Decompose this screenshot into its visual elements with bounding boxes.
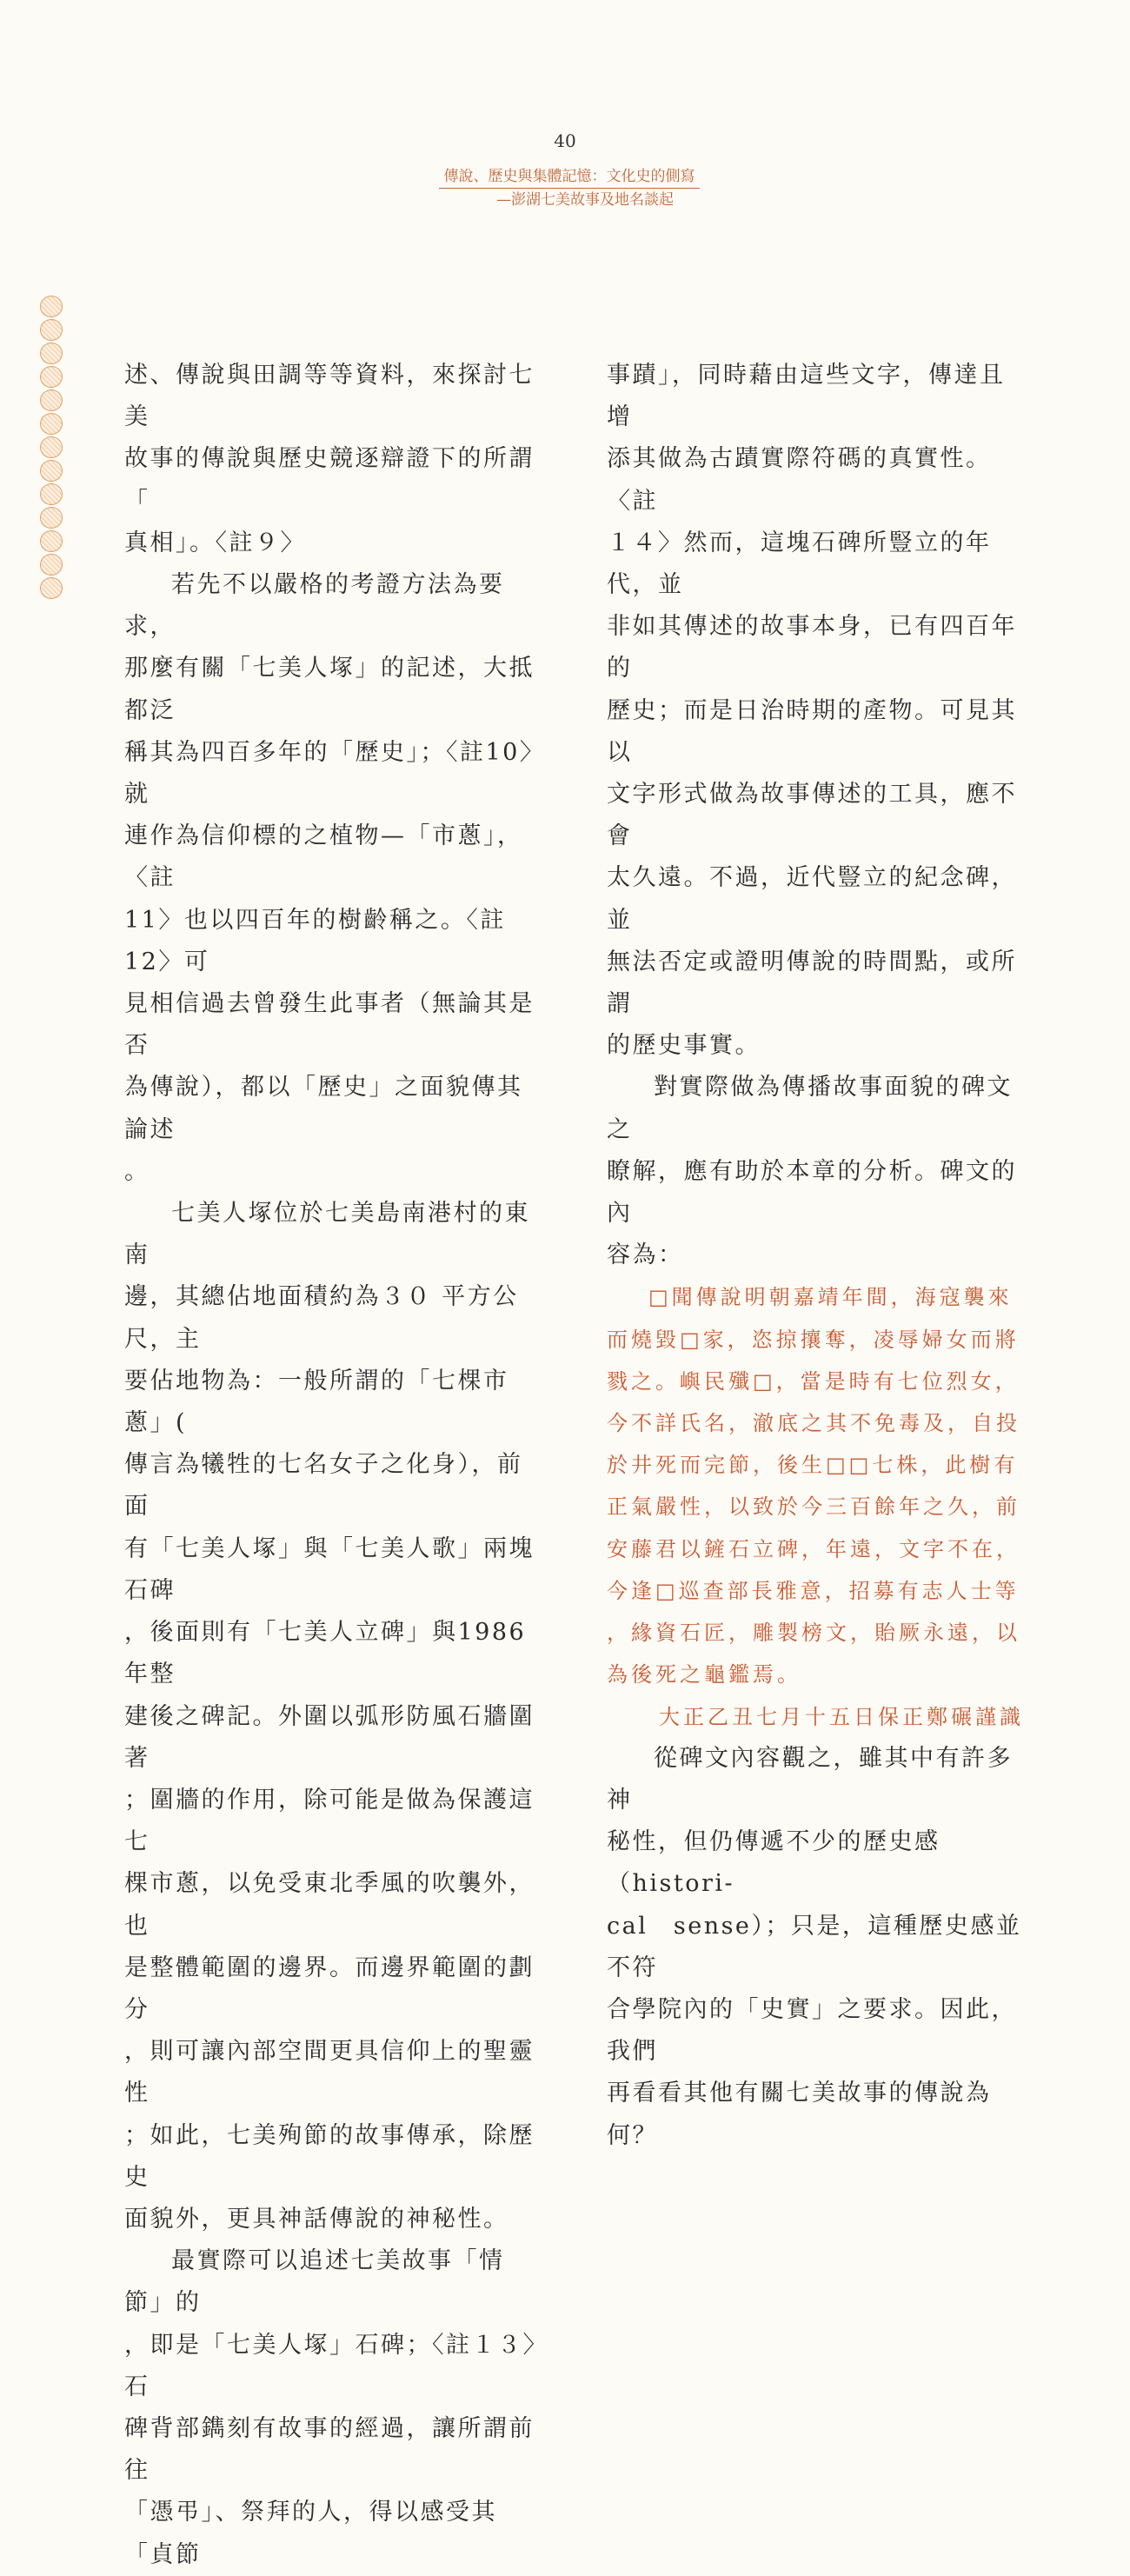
body-line: 真相」。〈註９〉 [124,529,306,556]
body-line: 碑背部鐫刻有故事的經過，讓所謂前往 [124,2414,535,2485]
body-line: ，則可讓內部空間更具信仰上的聖靈性 [124,2038,535,2107]
body-line: 連作為信仰標的之植物—「市蔥」，〈註 [124,822,523,892]
body-line: 建後之碑記。外圍以弧形防風石牆圍著 [124,1702,535,1772]
decorative-dot-strip [40,296,66,599]
decorative-dot [40,483,63,505]
body-line: 要佔地物為：一般所謂的「七棵市蔥」( [124,1367,509,1437]
decorative-dot [40,389,63,411]
body-line: 那麼有關「七美人塚」的記述，大抵都泛 [124,655,535,724]
body-line: ，後面則有「七美人立碑」與1986 年整 [124,1619,527,1688]
body-line: 從碑文內容觀之，雖其中有許多神 [607,1744,1013,1814]
inscription-signature: 大正乙丑七月十五日保正鄭碾謹識 [659,1704,1024,1729]
body-line: cal sense）；只是，這種歷史感並不符 [607,1912,1022,1981]
body-line: 瞭解，應有助於本章的分析。碑文的內 [607,1157,1017,1228]
decorative-dot [40,554,63,576]
running-subtitle: —澎湖七美故事及地名談起 [496,190,674,209]
inscription-line: 為後死之龜鑑焉。 [607,1662,801,1687]
body-line: 事蹟」，同時藉由這些文字，傳達且增 [607,362,1006,431]
left-text-column [124,355,542,2576]
body-line: 無法否定或證明傳說的時間點，或所謂 [607,948,1017,1018]
inscription-line: 於井死而完節，後生□□七株，此樹有 [607,1453,1019,1478]
body-line: 七美人塚位於七美島南港村的東南 [124,1200,530,1269]
page-number: 40 [554,130,576,151]
body-line: ；圍牆的作用，除可能是做為保護這七 [124,1786,535,1856]
body-line: 非如其傳述的故事本身，已有四百年的 [607,613,1017,682]
decorative-dot [40,507,63,529]
body-line: 容為： [607,1241,684,1269]
body-line: 「憑弔」、祭拜的人，得以感受其「貞節 [124,2499,497,2568]
body-line: 最實際可以追述七美故事「情節」的 [124,2247,505,2317]
body-line: 歷史；而是日治時期的產物。可見其以 [607,696,1017,766]
decorative-dot [40,530,63,552]
body-line: 合學院內的「史實」之要求。因此，我們 [607,1995,1017,2066]
body-line: ；如此，七美殉節的故事傳承，除歷史 [124,2121,535,2191]
body-line: 秘性，但仍傳遞不少的歷史感（histori- [607,1828,941,1898]
running-title: 傳說、歷史與集體記憶：文化史的側寫 [439,167,700,189]
inscription-line: 今不詳氏名，澈底之其不免毒及，自投 [607,1411,1020,1436]
right-text-column [607,355,1024,2157]
inscription-line: 而燒毀□家，恣掠攘奪，凌辱婦女而將 [607,1327,1020,1352]
inscription-line: ，緣資石匠，雕製榜文，貽厥永遠，以 [607,1621,1020,1646]
body-line: 11〉也以四百年的樹齡稱之。〈註12〉可 [124,906,506,975]
stele-inscription [607,1276,1024,1737]
body-line: 為傳說），都以「歷史」之面貌傳其論述 [124,1074,523,1143]
body-line: 述、傳說與田調等等資料，來探討七美 [124,362,535,431]
body-line: 見相信過去曾發生此事者（無論其是否 [124,990,535,1060]
decorative-dot [40,319,63,341]
body-line: 故事的傳說與歷史競逐辯證下的所謂「 [124,445,535,515]
body-line: 是整體範圍的邊界。而邊界範圍的劃分 [124,1954,535,2023]
body-line: 。 [124,1157,150,1185]
inscription-line: 今逢□巡查部長雅意，招募有志人士等 [607,1578,1020,1603]
decorative-dot [40,343,63,364]
body-line: 對實際做為傳播故事面貌的碑文之 [607,1074,1013,1143]
inscription-line: 正氣嚴性，以致於今三百餘年之久，前 [607,1494,1020,1520]
body-line: 面貌外，更具神話傳說的神秘性。 [124,2205,509,2233]
body-line: 稱其為四百多年的「歷史」；〈註10〉就 [124,738,534,809]
body-line: ，即是「七美人塚」石碑；〈註１３〉石 [124,2331,537,2400]
running-head [439,167,700,210]
body-line: 若先不以嚴格的考證方法為要求， [124,571,505,641]
body-line: 添其做為古蹟實際符碼的真實性。〈註 [607,445,992,515]
body-line: 邊，其總佔地面積約為３０ 平方公尺，主 [124,1283,519,1353]
body-line: 棵市蔥，以免受東北季風的吹襲外，也 [124,1870,535,1940]
decorative-dot [40,436,63,458]
body-line: 太久遠。不過，近代豎立的紀念碑，並 [607,864,1017,934]
decorative-dot [40,577,63,599]
inscription-line: 安藤君以鏟石立碑，年遠，文字不在， [607,1536,1020,1561]
body-line: 再看看其他有關七美故事的傳說為何？ [607,2080,992,2149]
body-line: 文字形式做為故事傳述的工具，應不會 [607,781,1017,850]
inscription-line: □聞傳說明朝嘉靖年間，海寇襲來 [648,1285,1013,1310]
decorative-dot [40,460,63,482]
body-line: 傳言為犧牲的七名女子之化身），前面 [124,1451,523,1521]
body-line: 的歷史事實。 [607,1032,761,1060]
body-line: 有「七美人塚」與「七美人歌」兩塊石碑 [124,1534,535,1604]
decorative-dot [40,366,63,388]
decorative-dot [40,296,63,317]
inscription-line: 戮之。嶼民殲□，當是時有七位烈女， [607,1368,1020,1394]
decorative-dot [40,413,63,435]
body-line: １４〉然而，這塊石碑所豎立的年代，並 [607,529,992,599]
